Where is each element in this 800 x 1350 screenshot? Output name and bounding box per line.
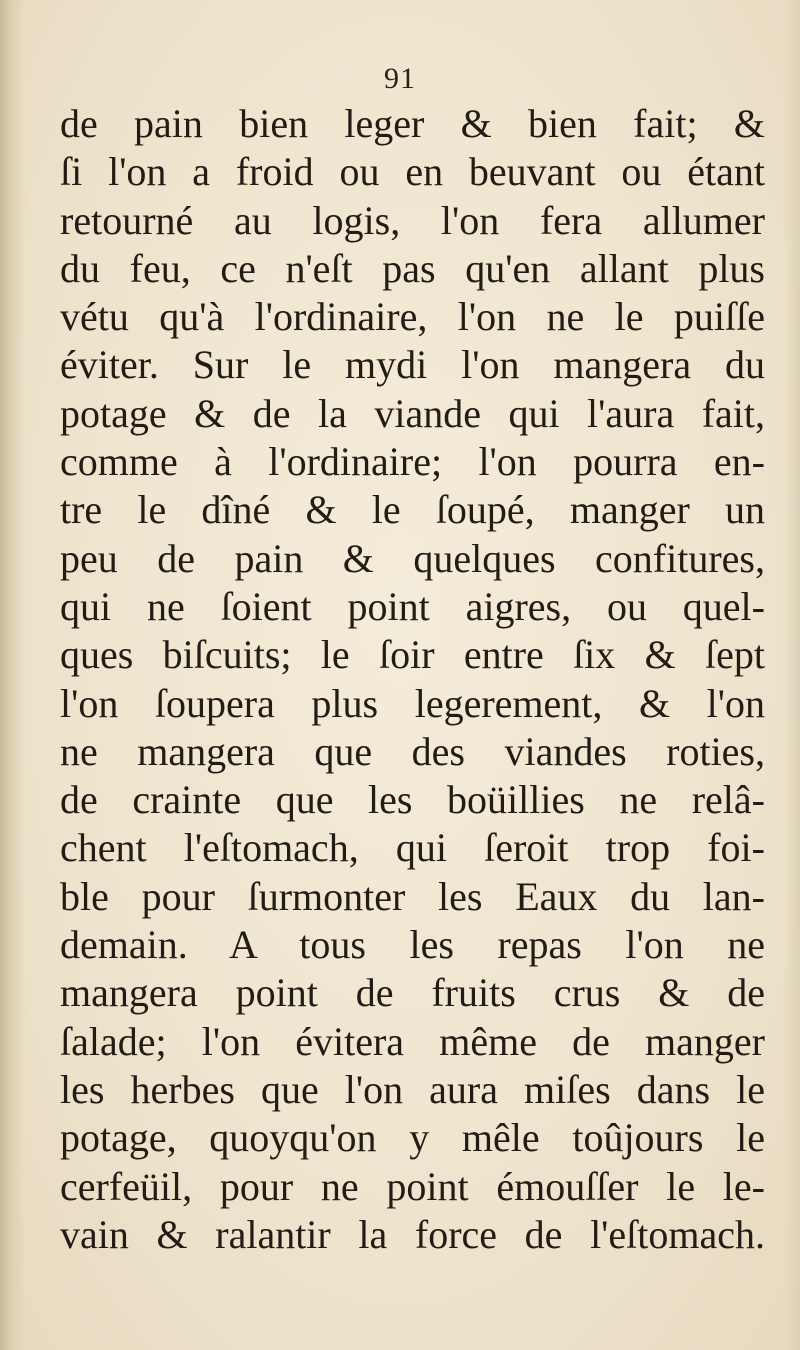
text-line: mangera point de fruits crus & de xyxy=(60,970,765,1016)
text-line: du feu, ce n'eſt pas qu'en allant plus xyxy=(60,245,765,291)
text-line: qui ne ſoient point aigres, ou quel- xyxy=(60,583,765,629)
text-line: demain. A tous les repas l'on ne xyxy=(60,922,765,968)
text-line: vétu qu'à l'ordinaire, l'on ne le puiſſe xyxy=(60,294,765,340)
text-line: chent l'eſtomach, qui ſeroit trop foi- xyxy=(60,825,765,871)
text-line: les herbes que l'on aura miſes dans le xyxy=(60,1066,765,1112)
text-line: ſi l'on a froid ou en beuvant ou étant xyxy=(60,149,765,195)
text-line: éviter. Sur le mydi l'on mangera du xyxy=(60,342,765,388)
text-line: peu de pain & quelques confitures, xyxy=(60,535,765,581)
text-line: vain & ralantir la force de l'eſtomach. xyxy=(60,1211,765,1257)
text-line: ques biſcuits; le ſoir entre ſix & ſept xyxy=(60,632,765,678)
text-line: ſalade; l'on évitera même de manger xyxy=(60,1018,765,1064)
text-line: ne mangera que des viandes roties, xyxy=(60,728,765,774)
text-line: comme à l'ordinaire; l'on pourra en- xyxy=(60,439,765,485)
text-line: tre le dîné & le ſoupé, manger un xyxy=(60,487,765,533)
text-line: de pain bien leger & bien fait; & xyxy=(60,101,765,146)
text-line: cerfeüil, pour ne point émouſſer le le- xyxy=(60,1163,765,1209)
text-line: l'on ſoupera plus legerement, & l'on xyxy=(60,680,765,726)
text-line: potage, quoyqu'on y mêle toûjours le xyxy=(60,1115,765,1161)
text-line: de crainte que les boüillies ne relâ- xyxy=(60,777,765,823)
body-text xyxy=(60,100,765,1259)
page-edge-shading xyxy=(784,0,800,1350)
page-number: 91 xyxy=(384,62,416,95)
text-line: potage & de la viande qui l'aura fait, xyxy=(60,390,765,436)
text-line: retourné au logis, l'on fera allumer xyxy=(60,197,765,243)
binding-gutter-shadow xyxy=(0,0,26,1350)
text-line: ble pour ſurmonter les Eaux du lan- xyxy=(60,873,765,919)
